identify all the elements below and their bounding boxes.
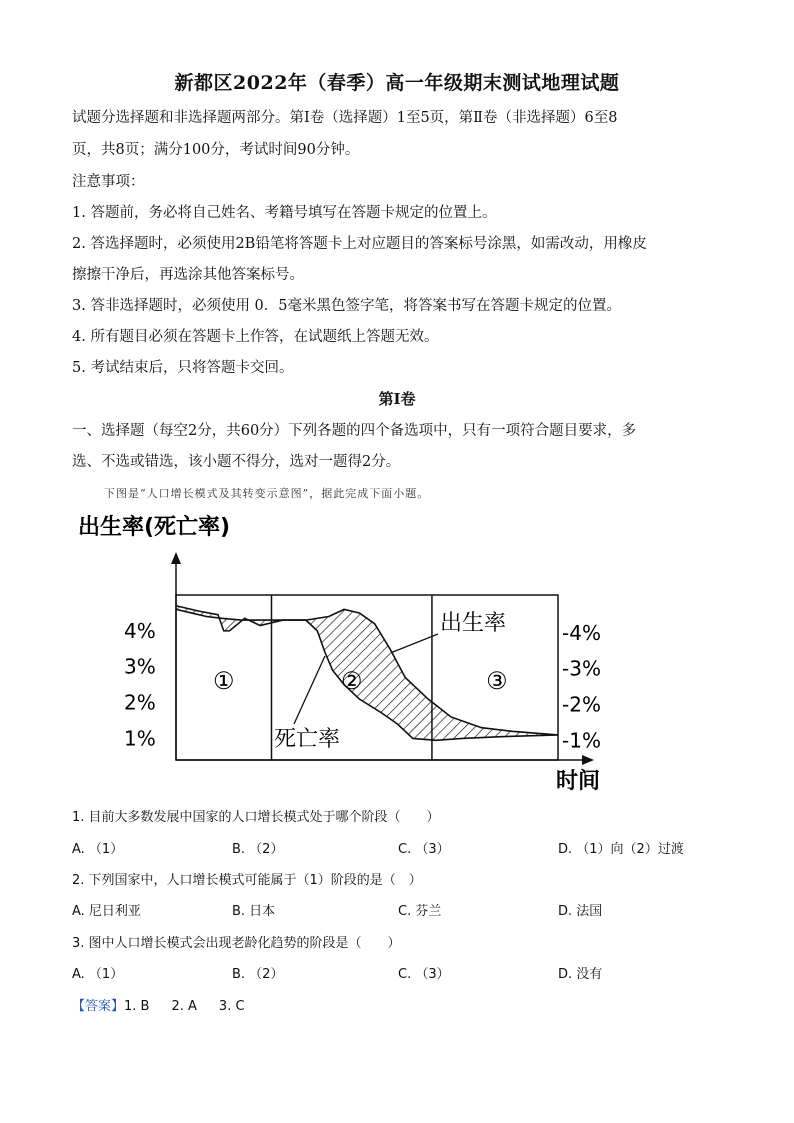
question-1-option-a: A. （1） — [72, 842, 124, 857]
question-1-option-d: D. （1）向（2）过渡 — [558, 842, 684, 857]
notice-item-1: 1. 答题前，务必将自己姓名、考籍号填写在答题卡规定的位置上。 — [72, 205, 497, 221]
question-2-option-a: A. 尼日利亚 — [72, 904, 141, 919]
question-3-option-c: C. （3） — [398, 967, 450, 982]
stage-label-1: ① — [212, 667, 235, 696]
question-2-option-d: D. 法国 — [558, 904, 603, 919]
question-1-option-b: B. （2） — [232, 842, 284, 857]
answer-tag: 【答案】 — [72, 999, 125, 1014]
part1-line-1: 一、选择题（每空2分，共60分）下列各题的四个备选项中，只有一项符合题目要求，多 — [72, 423, 637, 439]
question-1-stem: 1. 目前大多数发展中国家的人口增长模式处于哪个阶段（ ） — [72, 810, 440, 825]
question-3-option-d: D. 没有 — [558, 967, 603, 982]
series-label-death-rate: 死亡率 — [274, 727, 341, 752]
question-1-option-c: C. （3） — [398, 842, 450, 857]
stage-label-3: ③ — [486, 667, 508, 696]
answer-2: 2. A — [171, 999, 197, 1014]
answer-line — [72, 995, 245, 1014]
section-title: 第Ⅰ卷 — [378, 390, 416, 408]
stage-label-2: ② — [340, 667, 363, 696]
figure-caption: 下图是“人口增长模式及其转变示意图”，据此完成下面小题。 — [104, 487, 430, 500]
birth-rate-leader — [392, 634, 438, 652]
x-axis-arrow — [582, 755, 594, 765]
death-rate-leader — [294, 656, 325, 724]
question-3-option-b: B. （2） — [232, 967, 284, 982]
y-tick-left-2: 3% — [124, 654, 156, 679]
y-tick-right-3: -2% — [562, 692, 601, 717]
notice-item-4: 4. 所有题目必须在答题卡上作答，在试题纸上答题无效。 — [72, 329, 439, 345]
answer-3: 3. C — [218, 999, 245, 1014]
y-tick-right-4: -1% — [562, 728, 601, 753]
part1-line-2: 选、不选或错选，该小题不得分，选对一题得2分。 — [72, 454, 401, 470]
y-tick-right-1: -4% — [562, 620, 601, 645]
question-3-option-a: A. （1） — [72, 967, 124, 982]
page-title: 新都区2022年（春季）高一年级期末测试地理试题 — [174, 72, 620, 94]
y-tick-left-1: 4% — [124, 618, 156, 643]
question-2-stem: 2. 下列国家中，人口增长模式可能属于（1）阶段的是（ ） — [72, 873, 422, 888]
question-2-option-c: C. 芬兰 — [398, 904, 442, 919]
notice-item-2a: 2. 答选择题时，必须使用2B铅笔将答题卡上对应题目的答案标号涂黑，如需改动，用橡皮 — [72, 236, 647, 252]
intro-line-1: 试题分选择题和非选择题两部分。第Ⅰ卷（选择题）1至5页，第Ⅱ卷（非选择题）6至8 — [72, 110, 618, 126]
question-3-stem: 3. 图中人口增长模式会出现老龄化趋势的阶段是（ ） — [72, 936, 401, 951]
y-tick-right-2: -3% — [562, 656, 601, 681]
y-tick-left-3: 2% — [124, 690, 156, 715]
population-growth-chart — [68, 500, 628, 800]
notice-item-2b: 擦擦干净后，再选涂其他答案标号。 — [72, 267, 304, 283]
question-2-option-b: B. 日本 — [232, 904, 276, 919]
y-axis-arrow — [171, 552, 181, 564]
series-label-birth-rate: 出生率 — [440, 611, 507, 636]
intro-line-2: 页，共8页；满分100分，考试时间90分钟。 — [72, 142, 360, 158]
x-axis-label: 时间 — [556, 769, 601, 794]
notice-item-3: 3. 答非选择题时，必须使用 0．5毫米黑色签字笔，将答案书写在答题卡规定的位置。 — [72, 298, 622, 314]
notice-item-5: 5. 考试结束后，只将答题卡交回。 — [72, 360, 294, 376]
y-tick-left-4: 1% — [124, 726, 156, 751]
y-axis-label: 出生率(死亡率) — [78, 515, 231, 540]
notice-heading: 注意事项： — [72, 174, 145, 190]
answer-1: 1. B — [124, 999, 150, 1014]
